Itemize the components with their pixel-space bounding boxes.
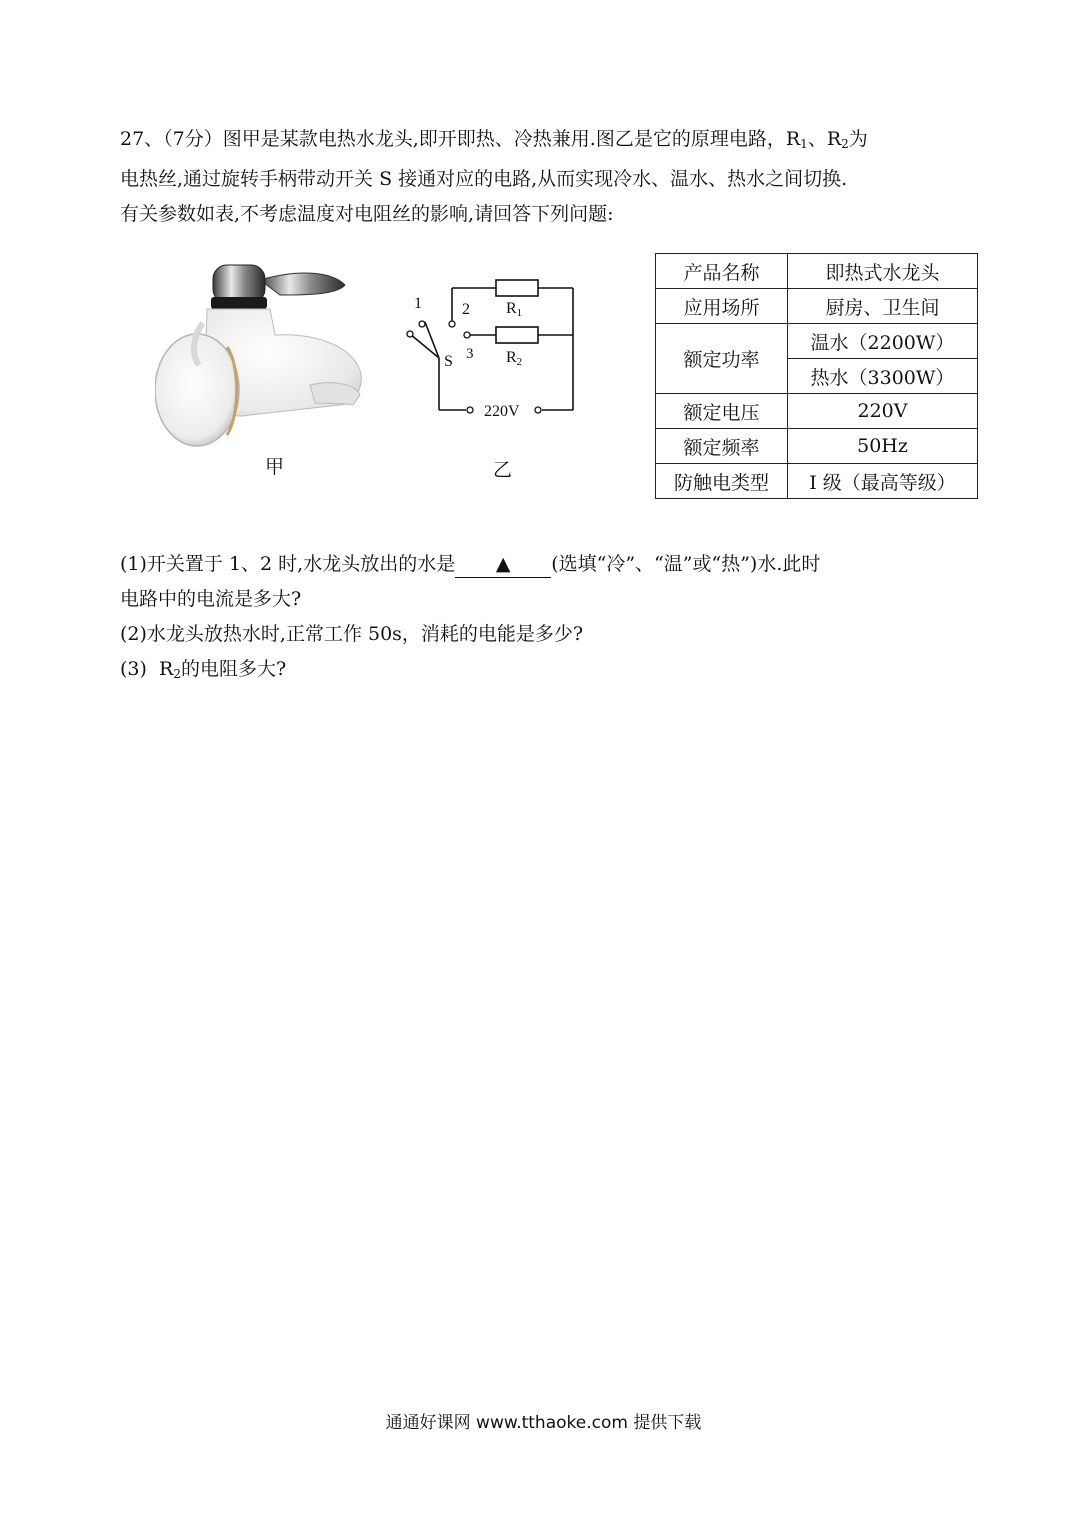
r2-symbol: $R_2$ <box>159 658 181 681</box>
intro-line-3: 有关参数如表,不考虑温度对电阻丝的影响,请回答下列问题: <box>120 203 614 225</box>
table-row <box>656 464 978 499</box>
figure-jia-caption: 甲 <box>265 456 285 478</box>
table-cell-value: 220V <box>788 394 978 429</box>
table-row <box>656 289 978 324</box>
table-cell-label: 额定频率 <box>656 429 788 464</box>
answer-blank: ▲ <box>455 551 551 578</box>
label-r2: R2 <box>506 349 523 368</box>
table-cell-label: 应用场所 <box>656 289 788 324</box>
label-switch-s: S <box>444 353 453 370</box>
table-row <box>656 324 978 359</box>
terminal-left-220 <box>467 407 473 413</box>
label-3: 3 <box>466 346 474 362</box>
question-3: (3) $R_2$的电阻多大? <box>120 658 287 681</box>
label-r1: R1 <box>506 300 523 319</box>
table-cell-label: 产品名称 <box>656 254 788 289</box>
resistor-r1 <box>496 280 538 296</box>
resistor-r2 <box>496 327 538 343</box>
table-cell-value: I 级（最高等级） <box>788 464 978 499</box>
intro-line-1: 27、（7分）图甲是某款电热水龙头,即开即热、冷热兼用.图乙是它的原理电路，$R_1$、$R_2$为 <box>120 128 868 151</box>
table-cell-value: 厨房、卫生间 <box>788 289 978 324</box>
parameter-table <box>655 253 978 499</box>
table-cell-label: 额定电压 <box>656 394 788 429</box>
table-cell-label: 防触电类型 <box>656 464 788 499</box>
label-1: 1 <box>414 295 422 312</box>
sub-questions <box>120 547 980 692</box>
terminal-right-220 <box>535 407 541 413</box>
intro-line-2: 电热丝,通过旋转手柄带动开关 S 接通对应的电路,从而实现冷水、温水、热水之间切换. <box>120 168 848 190</box>
r1-symbol: $R_1$ <box>785 128 808 151</box>
table-cell-value: 即热式水龙头 <box>788 254 978 289</box>
label-voltage: 220V <box>484 403 520 420</box>
terminal-1 <box>419 321 425 327</box>
terminal-3 <box>464 332 470 338</box>
table-cell-value: 热水（3300W） <box>788 359 978 394</box>
figure-yi-caption: 乙 <box>493 459 513 481</box>
question-1: (1)开关置于 1、2 时,水龙头放出的水是 ▲ (选填“冷”、“温”或“热”)水.此时 <box>120 547 980 582</box>
table-row <box>656 429 978 464</box>
table-cell-label: 额定功率 <box>656 324 788 394</box>
question-1-line-2: 电路中的电流是多大? <box>120 588 302 610</box>
table-row <box>656 254 978 289</box>
r2-symbol: $R_2$ <box>826 128 849 151</box>
circuit-diagram <box>400 270 585 425</box>
terminal-2 <box>449 321 455 327</box>
label-2: 2 <box>462 301 470 318</box>
table-cell-value: 50Hz <box>788 429 978 464</box>
footer-credit: 通通好课网 www.tthaoke.com 提供下载 <box>385 1413 702 1433</box>
faucet-illustration <box>155 255 370 455</box>
table-row <box>656 394 978 429</box>
question-intro <box>120 122 980 232</box>
table-cell-value: 温水（2200W） <box>788 324 978 359</box>
question-2: (2)水龙头放热水时,正常工作 50s，消耗的电能是多少? <box>120 623 584 645</box>
